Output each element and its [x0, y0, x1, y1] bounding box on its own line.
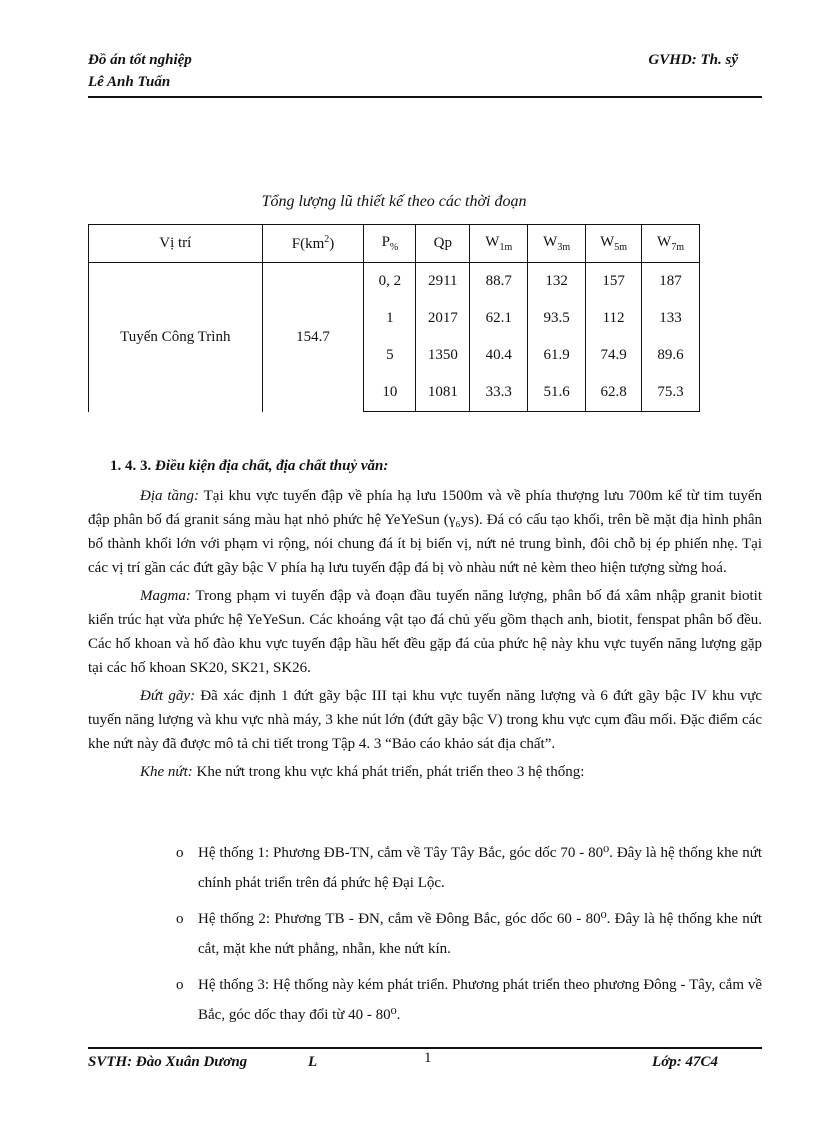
cell-w1: 33.3 [470, 374, 528, 412]
paragraph-label: Đứt gãy: [140, 688, 196, 704]
cell-p: 5 [364, 337, 416, 374]
bullet-marker: o [176, 977, 184, 993]
cell-w7: 133 [642, 300, 700, 337]
header-location: Vị trí [89, 225, 263, 263]
footer-divider [88, 1047, 762, 1049]
table-header-row [89, 225, 700, 263]
page-number: 1 [424, 1050, 432, 1066]
cell-w7: 187 [642, 263, 700, 301]
footer-class: Lớp: 47C4 [652, 1054, 718, 1070]
header-divider [88, 96, 762, 98]
cell-w5: 62.8 [586, 374, 642, 412]
cell-w7: 89.6 [642, 337, 700, 374]
cell-w5: 112 [586, 300, 642, 337]
paragraph-magma: Magma: Trong phạm vi tuyến đập và đoạn đầu tuyến năng lượng, phân bố đá xâm nhập granit biotit kiến trúc hạt vừa phức hệ YeYeSun. Các khoáng vật tạo đá chủ yếu gồm thạch anh, biotit, fenspat phân bố đều. Các hố khoan và hố đào khu vực tuyến đập hầu hết đều gặp đá của phức hệ này khu vực tuyến năng lượng gặp tại các hố khoan SK20, SK21, SK26. [88, 588, 762, 676]
cell-w5: 157 [586, 263, 642, 301]
cell-w1: 88.7 [470, 263, 528, 301]
header-w3: $W_{3m}$ [528, 225, 586, 263]
paragraph-label: Khe nứt: [140, 764, 193, 780]
cell-w3: 51.6 [528, 374, 586, 412]
cell-w3: 132 [528, 263, 586, 301]
paragraph-faults: Đứt gãy: Đã xác định 1 đứt gãy bậc III tại khu vực tuyến năng lượng và 6 đứt gãy bậc IV khu vực tuyến năng lượng và khu vực nhà máy, 3 khe nút lớn (đứt gãy bậc V) trong khu vực cụm đầu mối. Đặc điểm các khe nứt này đã được mô tả chi tiết trong Tập 4. 3 “Bảo cáo khảo sát địa chất”. [88, 688, 762, 752]
section-number: 1. 4. 3. [110, 458, 152, 474]
cell-qp: 1350 [416, 337, 470, 374]
cell-w1: 62.1 [470, 300, 528, 337]
header-area: $F(km^2)$ [262, 225, 364, 263]
cell-w7: 75.3 [642, 374, 700, 412]
cell-qp: 2911 [416, 263, 470, 301]
cell-w3: 61.9 [528, 337, 586, 374]
page-footer [88, 1050, 762, 1078]
flood-volume-table [88, 224, 700, 412]
page-header [88, 52, 762, 98]
cell-p: 0, 2 [364, 263, 416, 301]
cell-qp: 1081 [416, 374, 470, 412]
bullet-marker: o [176, 911, 184, 927]
cell-area: 154.7 [262, 263, 364, 412]
cell-location: Tuyến Công Trình [89, 263, 263, 412]
cell-w3: 93.5 [528, 300, 586, 337]
footer-mark: L [308, 1054, 318, 1070]
body-text [88, 484, 762, 788]
paragraph-stratigraphy: Địa tầng: Tại khu vực tuyến đập về phía hạ lưu 1500m và về phía thượng lưu 700m kể từ tim tuyến đập phân bố đá granit sáng màu hạt nhỏ phức hệ YeYeSun (γ₆ys). Đá có cấu tạo khối, trên bề mặt địa hình phân bố thành khối lớn với phạm vi rộng, nói chung đá ít bị biến vị, nứt nẻ trung bình, đôi chỗ bị ép phiến nhẹ. Tại các vị trí gần các đứt gãy bậc V phía hạ lưu tuyến đập đá bị vò nhàu nứt nẻ kèm theo hiện tượng sừng hoá. [88, 488, 762, 576]
joint-system-list [88, 838, 762, 1036]
section-title: Điều kiện địa chất, địa chất thuỷ văn: [155, 458, 389, 474]
cell-w1: 40.4 [470, 337, 528, 374]
list-item: o Hệ thống 1: Phương ĐB-TN, cắm về Tây Tây Bắc, góc dốc 70 - 80⁰. Đây là hệ thống khe nứt chính phát triển trên đá phức hệ Đại Lộc. [88, 838, 762, 898]
bullet-marker: o [176, 845, 184, 861]
table-caption: Tổng lượng lũ thiết kế theo các thời đoạn [261, 193, 527, 210]
paragraph-joints: Khe nứt: Khe nứt trong khu vực khá phát triển, phát triển theo 3 hệ thống: [140, 764, 585, 780]
header-probability: $P_{\%}$ [364, 225, 416, 263]
cell-w5: 74.9 [586, 337, 642, 374]
paragraph-label: Địa tầng: [140, 488, 200, 504]
header-w5: $W_{5m}$ [586, 225, 642, 263]
header-author: Lê Anh Tuấn [88, 74, 171, 90]
list-item: o Hệ thống 3: Hệ thống này kém phát triển. Phương phát triển theo phương Đông - Tây, cắm về Bắc, góc dốc thay đổi từ 40 - 80⁰. [88, 970, 762, 1030]
table-row [89, 263, 700, 301]
header-project: Đồ án tốt nghiệp [88, 52, 192, 68]
list-item: o Hệ thống 2: Phương TB - ĐN, cắm về Đông Bắc, góc dốc 60 - 80⁰. Đây là hệ thống khe nứt cắt, mặt khe nứt phẳng, nhẵn, khe nứt kín. [88, 904, 762, 964]
header-w1: $W_{1m}$ [470, 225, 528, 263]
footer-student: SVTH: Đào Xuân Dương [88, 1054, 248, 1070]
cell-p: 1 [364, 300, 416, 337]
paragraph-label: Magma: [140, 588, 191, 604]
header-qp: Qp [416, 225, 470, 263]
section-heading [110, 458, 388, 475]
header-supervisor: GVHD: Th. sỹ [648, 52, 738, 68]
cell-p: 10 [364, 374, 416, 412]
cell-qp: 2017 [416, 300, 470, 337]
header-w7: $W_{7m}$ [642, 225, 700, 263]
